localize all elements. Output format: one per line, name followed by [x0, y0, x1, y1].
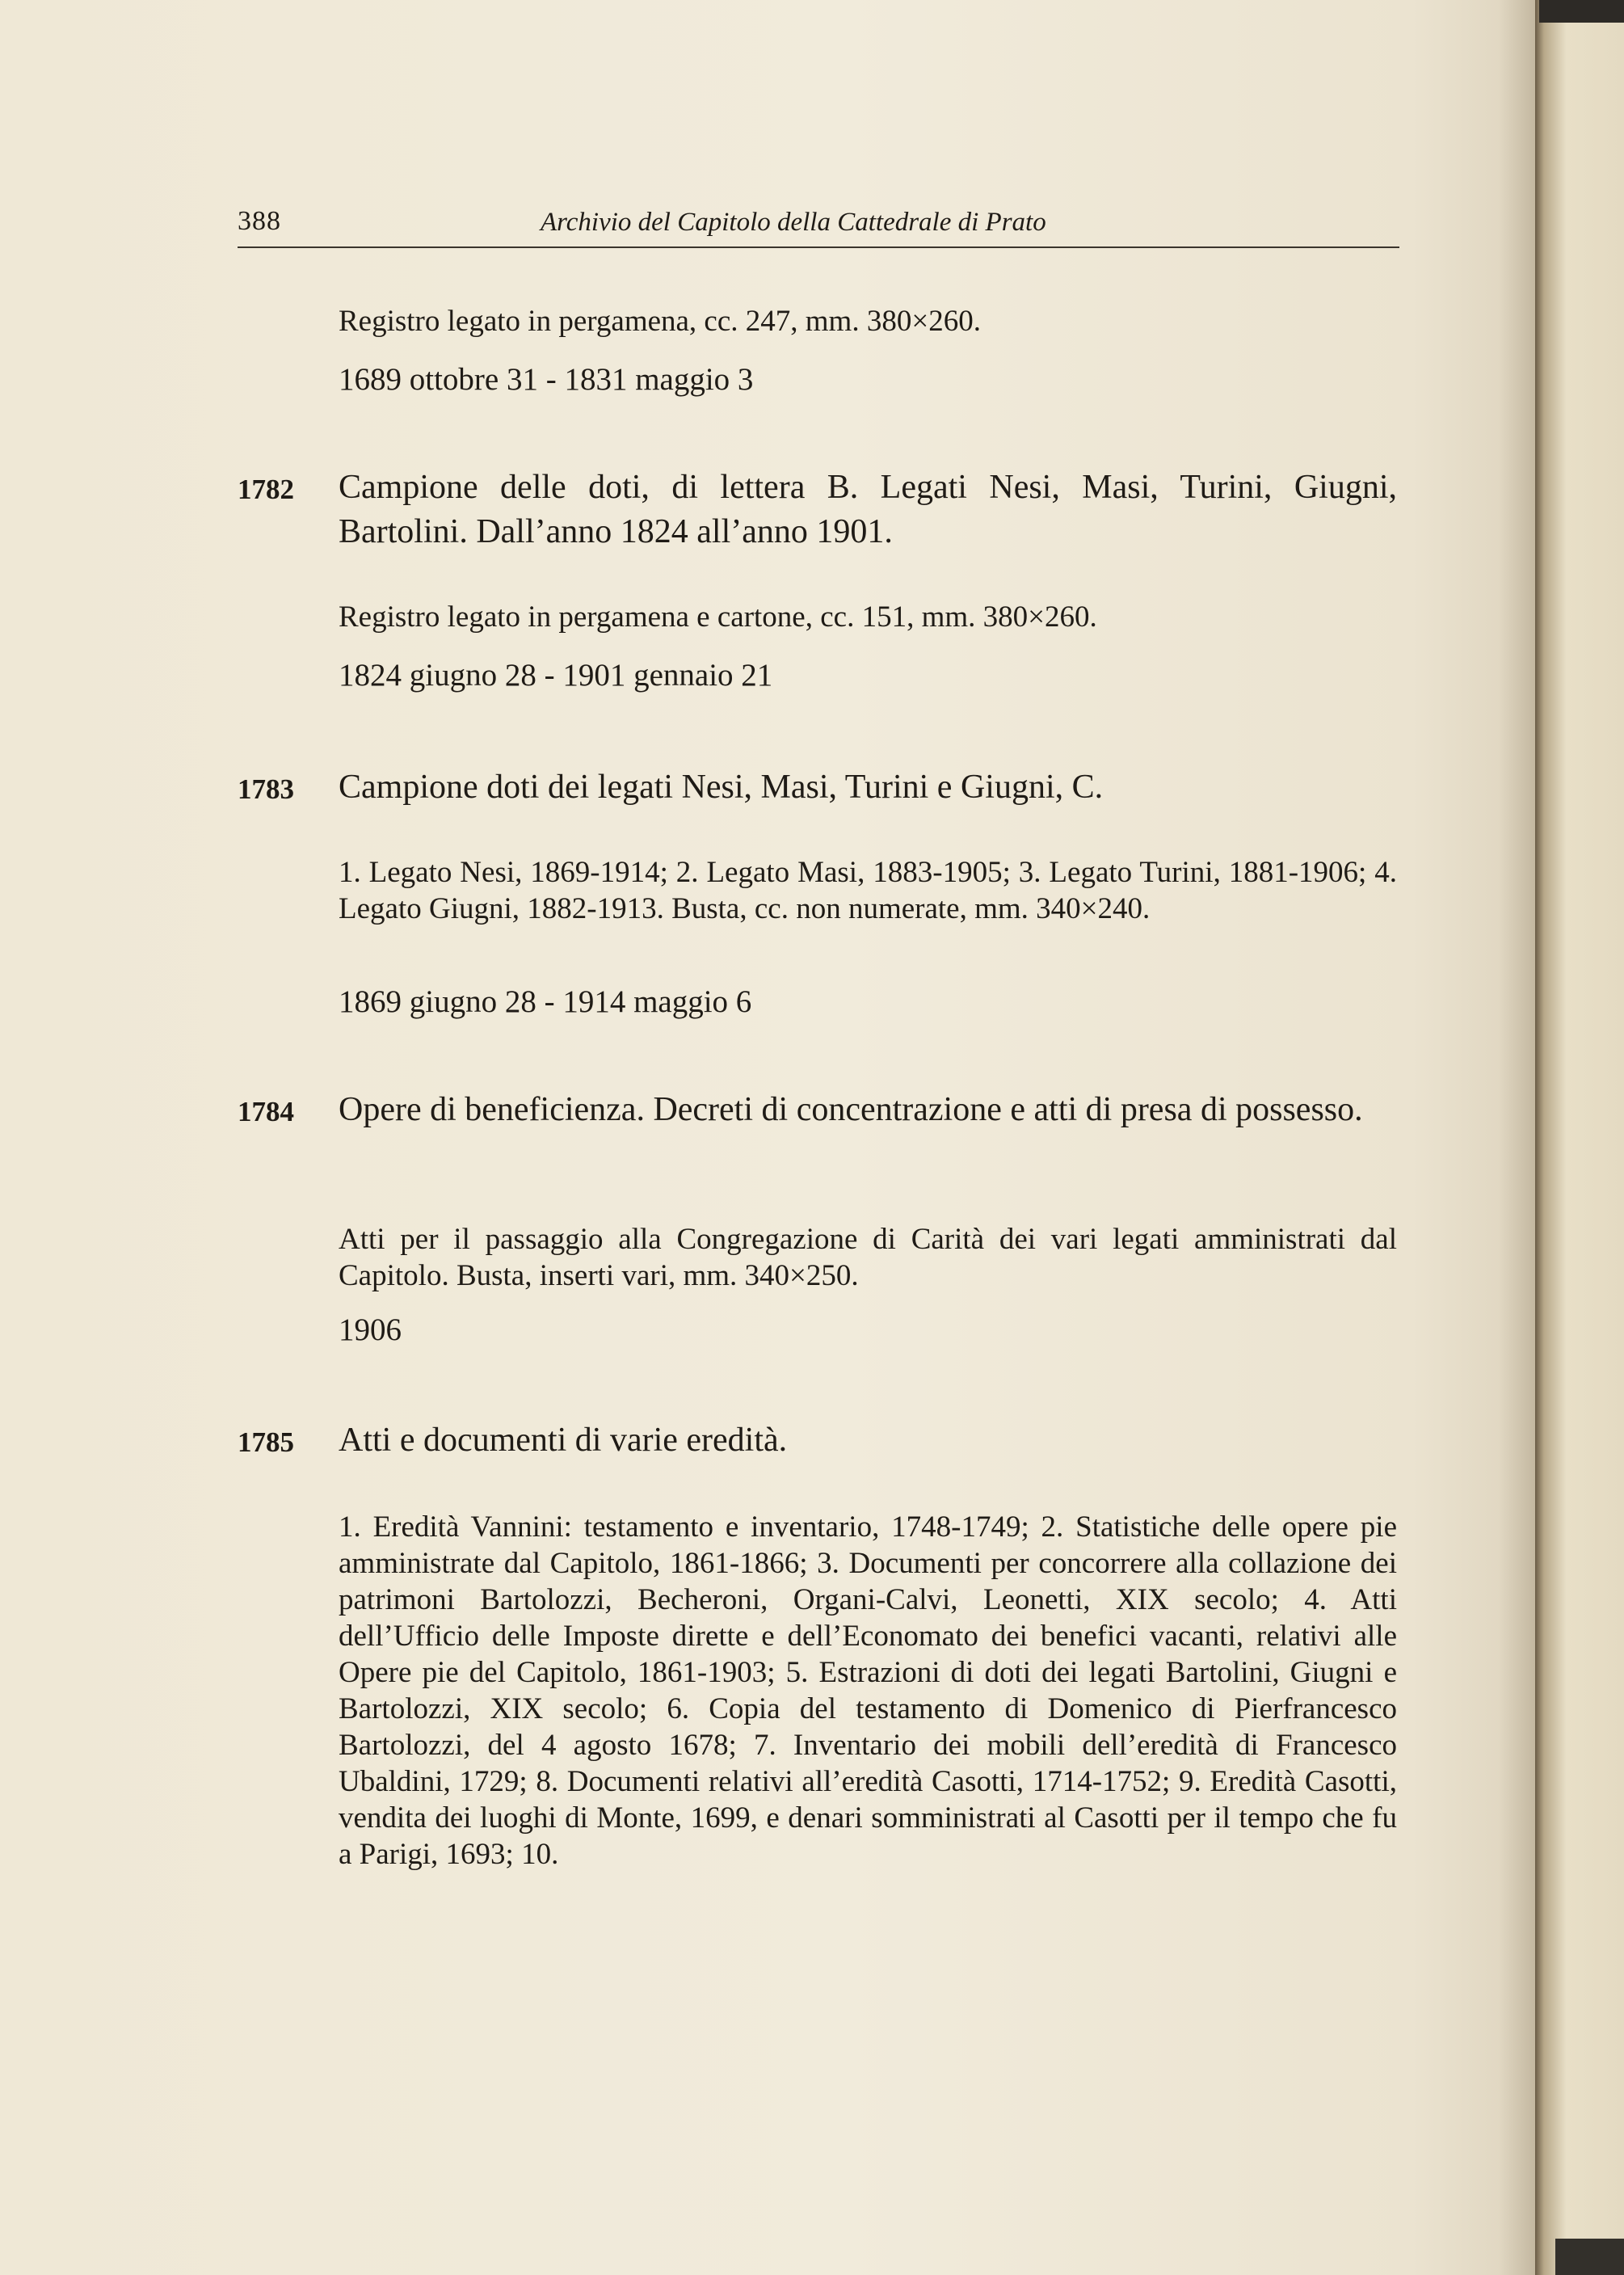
page-corner-shadow — [1555, 2239, 1624, 2275]
adjacent-page-edge — [1535, 0, 1624, 2275]
entry-description: Atti per il passaggio alla Congregazione di Carità dei vari legati amministrati dal Capitolo. Busta, inserti vari, mm. 340×250. — [339, 1223, 1397, 1292]
continuation-date: 1689 ottobre 31 - 1831 maggio 3 — [339, 362, 754, 397]
archive-entry — [238, 1418, 1401, 1919]
entry-description: Registro legato in pergamena e cartone, cc. 151, mm. 380×260. — [339, 600, 1097, 634]
entry-description: 1. Legato Nesi, 1869-1914; 2. Legato Masi, 1883-1905; 3. Legato Turini, 1881-1906; 4. Legato Giugni, 1882-1913. Busta, cc. non numerate, mm. 340×240. — [339, 856, 1397, 925]
page-number: 388 — [238, 206, 281, 236]
continuation-description: Registro legato in pergamena, cc. 247, mm. 380×260. — [339, 305, 981, 338]
entry-number: 1785 — [238, 1426, 294, 1458]
entry-date: 1906 — [339, 1312, 402, 1347]
entry-date: 1824 giugno 28 - 1901 gennaio 21 — [339, 658, 773, 693]
page-header — [238, 206, 1399, 248]
entry-date: 1869 giugno 28 - 1914 maggio 6 — [339, 984, 752, 1019]
continuation-entry — [238, 303, 1401, 408]
entry-title: Campione delle doti, di lettera B. Legati Nesi, Masi, Turini, Giugni, Bartolini. Dall’anno 1824 all’anno 1901. — [339, 469, 1397, 550]
entry-number: 1782 — [238, 474, 294, 505]
page-edge-shadow — [1539, 0, 1624, 23]
page-gutter-shadow — [1499, 0, 1535, 2275]
running-title: Archivio del Capitolo della Cattedrale di Prato — [541, 208, 1046, 237]
entry-title: Atti e documenti di varie eredità. — [339, 1422, 788, 1459]
entry-description: 1. Eredità Vannini: testamento e inventario, 1748-1749; 2. Statistiche delle opere pie amministrate dal Capitolo, 1861-1866; 3. Documenti per concorrere alla collazione dei patrimoni Bartolozzi, Becheroni, Organi-Calvi, Leonetti, XIX secolo; 4. Atti dell’Ufficio delle Imposte dirette e dell’Economato dei benefici vacanti, relativi alle Opere pie del Capitolo, 1861-1903; 5. Estrazioni di doti dei legati Bartolini, Giugni e Bartolozzi, XIX secolo; 6. Copia del testamento di Domenico di Pierfrancesco Bartolozzi, del 4 agosto 1678; 7. Inventario dei mobili dell’eredità di Francesco Ubaldini, 1729; 8. Documenti relativi all’eredità Casotti, 1714-1752; 9. Eredità Casotti, vendita dei luoghi di Monte, 1699, e denari somministrati al Casotti per il tempo che fu a Parigi, 1693; 10. — [339, 1510, 1397, 1871]
entry-number: 1784 — [238, 1096, 294, 1127]
entry-number: 1783 — [238, 773, 294, 805]
entry-title: Opere di beneficienza. Decreti di concentrazione e atti di presa di possesso. — [339, 1091, 1363, 1128]
archive-entry — [238, 466, 1401, 716]
archive-entry — [238, 1088, 1401, 1354]
entry-title: Campione doti dei legati Nesi, Masi, Turini e Giugni, C. — [339, 769, 1104, 806]
archive-entry — [238, 765, 1401, 1019]
